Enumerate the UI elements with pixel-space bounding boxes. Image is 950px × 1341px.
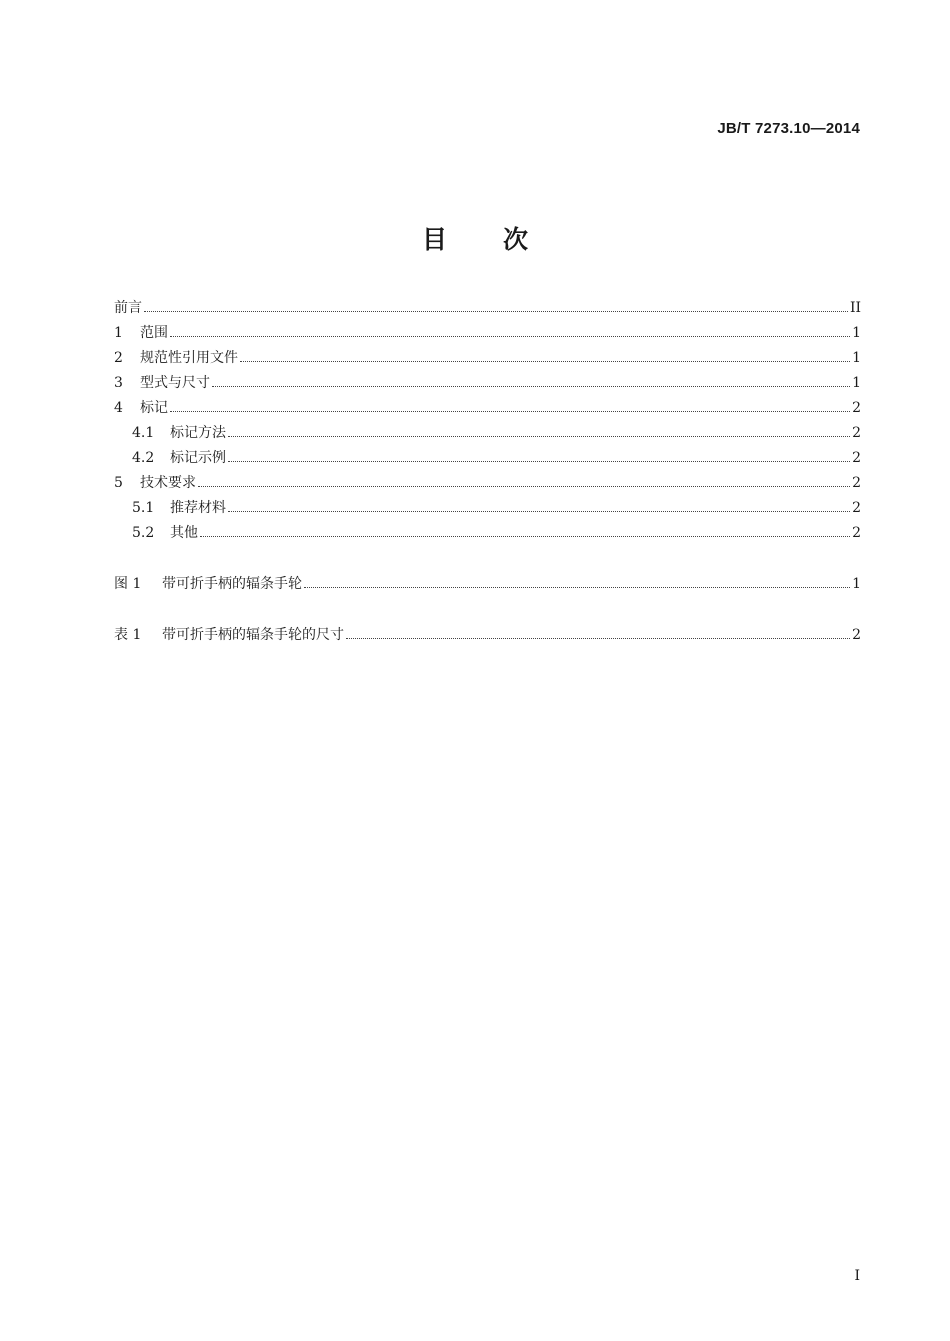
toc-entry-2[interactable] [114,347,861,372]
toc-figure-label: 带可折手柄的辐条手轮 [162,576,302,592]
toc-entry-label: 前言 [114,300,142,316]
toc-entry-5[interactable] [114,472,861,497]
toc-table-label: 带可折手柄的辐条手轮的尺寸 [162,627,344,643]
toc-entry-number: 5.2 [132,525,155,541]
toc-entry-3[interactable] [114,372,861,397]
toc-entry-page: 2 [852,500,861,516]
toc-entry-number: 4 [114,400,123,416]
toc-entry-page: 1 [852,375,861,391]
toc-entry-page: 1 [852,325,861,341]
toc-entry-4-1[interactable] [114,422,861,447]
toc-entry-page: 2 [852,475,861,491]
toc-entry-number: 1 [114,325,123,341]
toc-figure-1[interactable] [114,573,861,598]
toc-entry-4[interactable] [114,397,861,422]
toc-entry-number: 4.1 [132,425,155,441]
toc-entry-label: 标记 [140,400,168,416]
toc-entry-number: 5.1 [132,500,155,516]
toc-entry-5-2[interactable] [114,522,861,547]
toc-table-page: 2 [852,627,861,643]
toc-entry-number: 5 [114,475,123,491]
toc-entry-1[interactable] [114,322,861,347]
leader-dots [170,335,850,337]
leader-dots [304,586,850,588]
toc-entry-page: 2 [852,450,861,466]
toc-entry-page: II [849,300,861,316]
toc-entry-label: 推荐材料 [170,500,226,516]
toc-entry-page: 2 [852,400,861,416]
leader-dots [144,310,848,312]
toc-entry-label: 其他 [170,525,198,541]
toc-entry-5-1[interactable] [114,497,861,522]
toc-table-number: 表 1 [114,627,142,643]
leader-dots [198,485,850,487]
toc-table-1[interactable] [114,624,861,649]
toc-entry-4-2[interactable] [114,447,861,472]
toc-entry-label: 标记示例 [170,450,226,466]
toc-entry-foreword[interactable] [114,297,861,322]
toc-entry-page: 2 [852,525,861,541]
leader-dots [200,535,850,537]
leader-dots [228,510,850,512]
toc-entry-page: 1 [852,350,861,366]
toc-entry-number: 3 [114,375,123,391]
toc-entry-number: 4.2 [132,450,155,466]
toc-title: 目次 [421,225,584,254]
leader-dots [228,435,850,437]
toc-entry-page: 2 [852,425,861,441]
spacer [114,547,861,573]
toc-entry-label: 规范性引用文件 [140,350,238,366]
page-number: I [854,1268,860,1284]
leader-dots [170,410,850,412]
leader-dots [228,460,850,462]
toc-entry-label: 型式与尺寸 [140,375,210,391]
leader-dots [346,637,850,639]
toc-entry-label: 标记方法 [170,425,226,441]
leader-dots [212,385,850,387]
table-of-contents [114,297,861,649]
toc-figure-number: 图 1 [114,576,142,592]
toc-entry-label: 技术要求 [140,475,196,491]
toc-entry-number: 2 [114,350,123,366]
toc-figure-page: 1 [852,576,861,592]
document-code: JB/T 7273.10—2014 [717,120,860,137]
toc-entry-label: 范围 [140,325,168,341]
leader-dots [240,360,850,362]
spacer [114,598,861,624]
